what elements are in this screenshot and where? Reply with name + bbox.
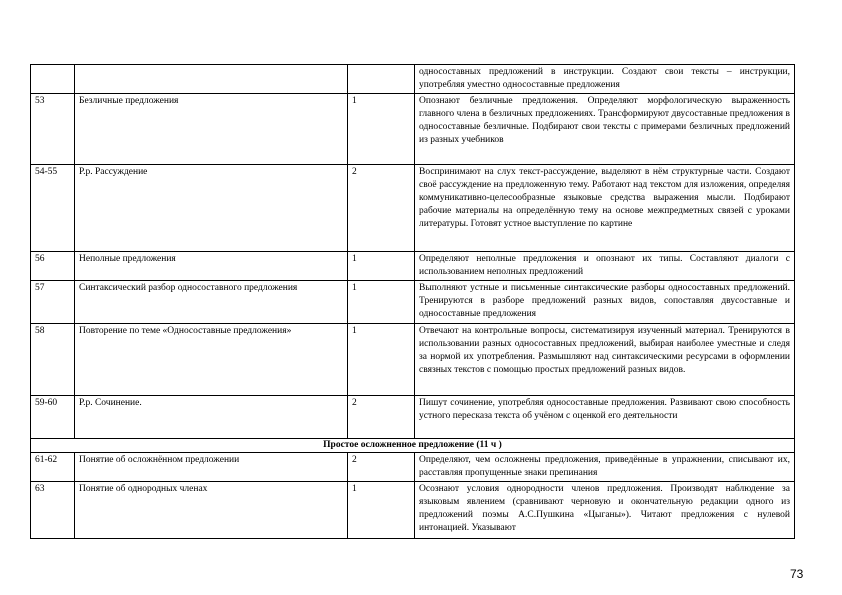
table-row: [31, 324, 795, 396]
lesson-number-cell: 57: [31, 281, 75, 324]
lesson-topic-cell: Безличные предложения: [75, 94, 348, 165]
lesson-hours-cell: 2: [348, 165, 415, 252]
table-row: [31, 165, 795, 252]
lesson-topic-cell: Синтаксический разбор односоставного предложения: [75, 281, 348, 324]
lesson-number-cell: 56: [31, 252, 75, 281]
lesson-number-cell: 63: [31, 482, 75, 539]
lesson-topic-cell: Повторение по теме «Односоставные предложения»: [75, 324, 348, 396]
table-row: [31, 281, 795, 324]
lesson-activity-cell: Определяют, чем осложнены предложения, приведённые в упражнении, списывают их, расставляя пропущенные знаки препинания: [415, 453, 795, 482]
lesson-number-cell: 61-62: [31, 453, 75, 482]
lesson-activity-cell: Пишут сочинение, употребляя односоставные предложения. Развивают свою способность устного пересказа текста об учёном с оценкой его деятельности: [415, 396, 795, 439]
lesson-hours-cell: 1: [348, 94, 415, 165]
lesson-topic-cell: Р.р. Сочинение.: [75, 396, 348, 439]
lesson-activity-cell: Осознают условия однородности членов предложения. Производят наблюдение за языковым явлением (сравнивают черновую и окончательную редакции одного из предложений поэмы А.С.Пушкина «Цыганы»). Читают предложения с нулевой интонацией. Указывают: [415, 482, 795, 539]
lesson-number-cell: 58: [31, 324, 75, 396]
table-row: [31, 396, 795, 439]
lesson-topic-cell: Р.р. Рассуждение: [75, 165, 348, 252]
lesson-hours-cell: 2: [348, 453, 415, 482]
table-row: [31, 65, 795, 94]
lesson-hours-cell: 1: [348, 324, 415, 396]
lesson-activity-cell: односоставных предложений в инструкции. Создают свои тексты – инструкции, употребляя уместно односоставные предложения: [415, 65, 795, 94]
lesson-topic-cell: Неполные предложения: [75, 252, 348, 281]
lesson-number-cell: 59-60: [31, 396, 75, 439]
lesson-plan-table: [30, 64, 795, 539]
section-header-row: [31, 439, 795, 453]
lesson-number-cell: 54-55: [31, 165, 75, 252]
lesson-hours-cell: 1: [348, 252, 415, 281]
lesson-number-cell: 53: [31, 94, 75, 165]
lesson-topic-cell: Понятие об осложнённом предложении: [75, 453, 348, 482]
document-page: [30, 64, 795, 539]
table-row: [31, 252, 795, 281]
lesson-topic-cell: [75, 65, 348, 94]
lesson-hours-cell: 1: [348, 482, 415, 539]
lesson-topic-cell: Понятие об однородных членах: [75, 482, 348, 539]
lesson-hours-cell: 1: [348, 281, 415, 324]
lesson-hours-cell: 2: [348, 396, 415, 439]
table-row: [31, 482, 795, 539]
lesson-activity-cell: Выполняют устные и письменные синтаксические разборы односоставных предложений. Тренируются в разборе предложений разных видов, сопоставляя двусоставные и односоставные предложения: [415, 281, 795, 324]
lesson-activity-cell: Воспринимают на слух текст-рассуждение, выделяют в нём структурные части. Создают своё рассуждение на предложенную тему. Работают над текстом для изложения, определяя коммуникативно-целесообразные языковые средства выражения мысли. Подбирают рабочие материалы на определённую тему на основе межпредметных связей с уроками литературы. Готовят устное выступление по картине: [415, 165, 795, 252]
lesson-number-cell: [31, 65, 75, 94]
lesson-activity-cell: Определяют неполные предложения и опознают их типы. Составляют диалоги с использованием неполных предложений: [415, 252, 795, 281]
page-number: 73: [790, 567, 804, 581]
lesson-activity-cell: Отвечают на контрольные вопросы, систематизируя изученный материал. Тренируются в использовании разных односоставных предложений, выбирая наиболее уместные и следя за нормой их употребления. Размышляют над синтаксическими ресурсами в оформлении связных текстов с помощью простых предложений разных видов.: [415, 324, 795, 396]
table-row: [31, 453, 795, 482]
section-title: Простое осложненное предложение (11 ч ): [31, 439, 795, 453]
table-row: [31, 94, 795, 165]
lesson-activity-cell: Опознают безличные предложения. Определяют морфологическую выраженность главного члена в безличных предложениях. Трансформируют двусоставные предложения в односоставные безличные. Подбирают свои тексты с примерами безличных предложений из разных учебников: [415, 94, 795, 165]
lesson-hours-cell: [348, 65, 415, 94]
